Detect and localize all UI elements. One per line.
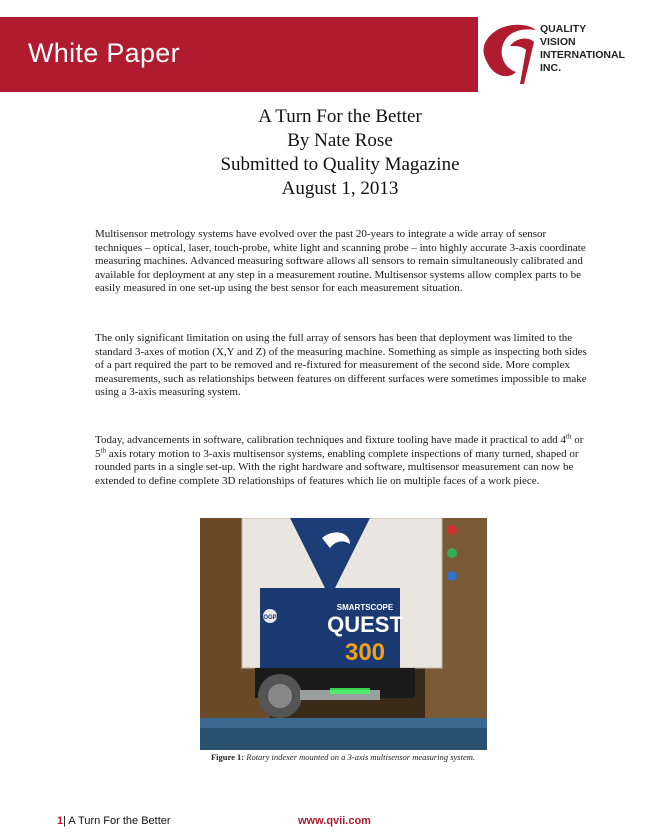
article-author: By Nate Rose: [287, 130, 393, 151]
page-number: 1: [57, 815, 64, 827]
ogp-label: OGP: [263, 615, 277, 621]
para3-superscript: th: [566, 432, 572, 441]
document-title-block: [0, 105, 650, 201]
logo-line: VISION: [540, 36, 576, 48]
logo-line: INC.: [540, 62, 561, 74]
article-date: August 1, 2013: [281, 178, 399, 199]
footer-url-link[interactable]: www.qvii.com: [298, 815, 371, 827]
qvi-logo-icon: [480, 20, 540, 90]
caption-text: Rotary indexer mounted on a 3-axis multisensor measuring system.: [244, 752, 476, 762]
machine-photo-illustration: [200, 518, 487, 750]
model-300-label: 300: [344, 639, 386, 666]
caption-label: Figure 1:: [210, 752, 245, 762]
para3-text: or 5: [95, 434, 584, 460]
figure-caption: [0, 752, 650, 762]
logo-line: INTERNATIONAL: [540, 49, 625, 61]
footer-page-info: [57, 815, 171, 827]
para3-superscript: th: [100, 445, 106, 454]
logo-line: QUALITY: [540, 23, 587, 35]
body-paragraph-1: Multisensor metrology systems have evolved over the past 20-years to integrate a wide array of sensor techniques – optical, laser, touch-probe, white light and scanning probe – into highly accurate 3-axis coordinate measuring machines. Advanced measuring software allows all sensors to remain simultaneously calibrated and available for deployment at any step in a measurement routine. Multisensor systems allow complex parts to be easily measured in one set-up using the best sensor for each measurement situation.: [95, 228, 586, 294]
smartscope-label: SMARTSCOPE: [336, 603, 394, 612]
figure-photo: [200, 518, 487, 750]
para3-text: Today, advancements in software, calibration techniques and fixture tooling have made it practical to add 4: [95, 434, 567, 446]
body-paragraph-3: [95, 434, 590, 488]
article-publication: Submitted to Quality Magazine: [220, 154, 460, 175]
body-paragraph-2: The only significant limitation on using the full array of sensors has been that deployment was limited to the standard 3-axes of motion (X,Y and Z) of the measuring machine. Something as simple as inspecting both sides of a part required the part to be removed and re-fixtured for measurement of the second side. More complex measurements, such as relationships between features on different surfaces were sometimes impossible to make using a 3-axis measuring system.: [95, 332, 587, 398]
para3-text: axis rotary motion to 3-axis multisensor systems, enabling complete inspections of many turned, shaped or rounded parts in a single set-up. With the right hardware and software, multisensor measurement can now be extended to define complete 3D relationships of features which lie on multiple faces of a work piece.: [95, 447, 579, 487]
document-type-title: White Paper: [28, 38, 180, 68]
footer-running-title: | A Turn For the Better: [63, 815, 171, 827]
logo-wordmark: [540, 23, 625, 75]
quest-label: QUEST: [327, 612, 403, 637]
article-title: A Turn For the Better: [258, 106, 422, 127]
